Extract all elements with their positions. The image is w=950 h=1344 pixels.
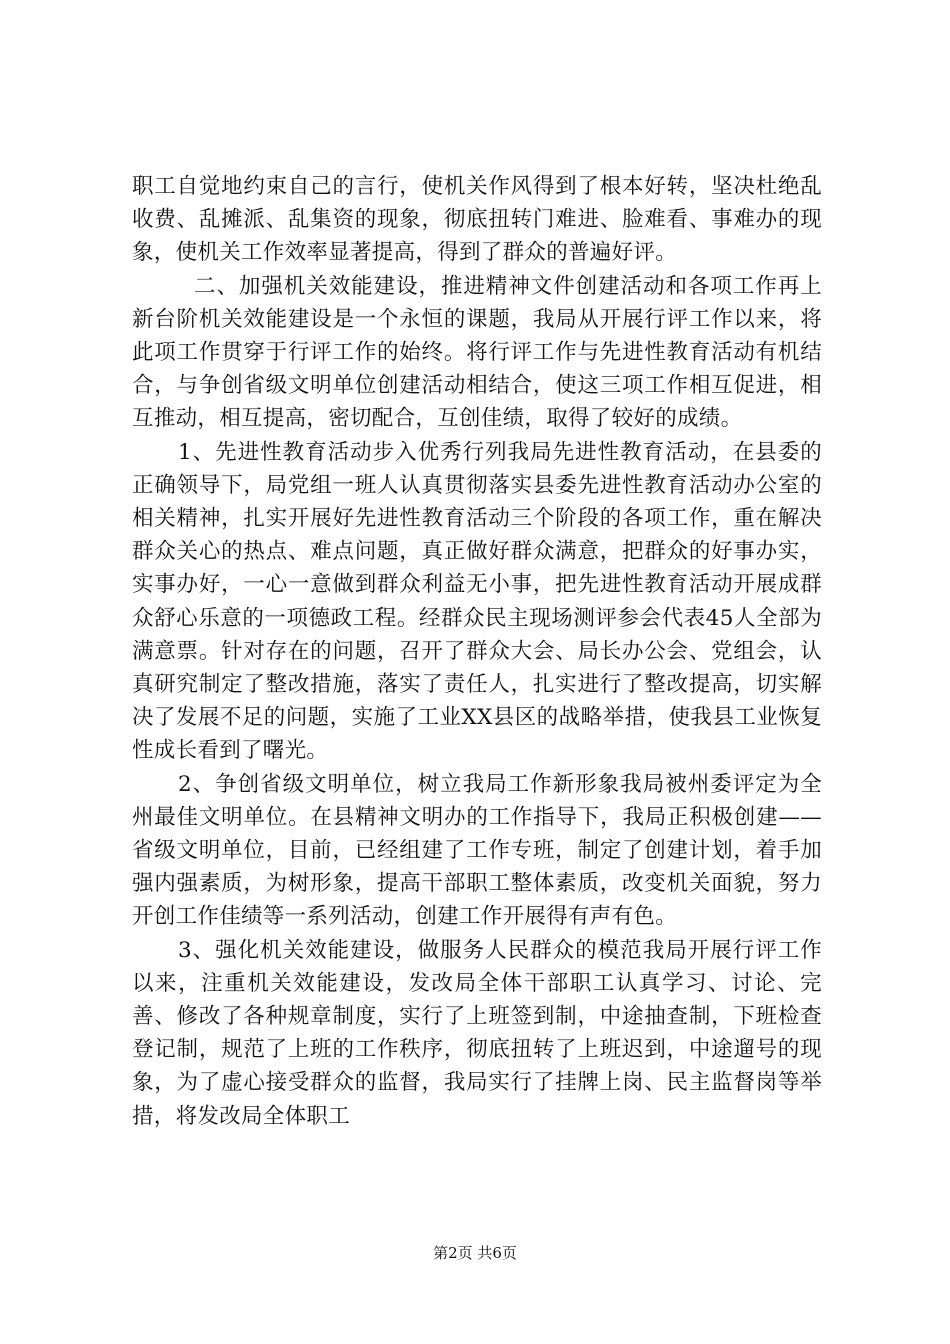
paragraph-continuation: 职工自觉地约束自己的言行，使机关作风得到了根本好转，坚决杜绝乱收费、乱摊派、乱集资的现象，彻底扭转门难进、脸难看、事难办的现象，使机关工作效率显著提高，得到了群众的普遍好评。 bbox=[132, 174, 822, 266]
paragraph-item-one: 1、先进性教育活动步入优秀行列我局先进性教育活动，在县委的正确领导下，局党组一班人认真贯彻落实县委先进性教育活动办公室的相关精神，扎实开展好先进性教育活动三个阶段的各项工作，重在解决群众关心的热点、难点问题，真正做好群众满意，把群众的好事办实，实事办好，一心一意做到群众利益无小事，把先进性教育活动开展成群众舒心乐意的一项德政工程。经群众民主现场测评参会代表45人全部为满意票。针对存在的问题，召开了群众大会、局长办公会、党组会，认真研究制定了整改措施，落实了责任人，扎实进行了整改提高，切实解决了发展不足的问题，实施了工业XX县区的战略举措，使我县工业恢复性成长看到了曙光。 bbox=[132, 439, 822, 764]
paragraph-section-two: 二、加强机关效能建设，推进精神文件创建活动和各项工作再上新台阶机关效能建设是一个永恒的课题，我局从开展行评工作以来，将此项工作贯穿于行评工作的始终。将行评工作与先进性教育活动有机结合，与争创省级文明单位创建活动相结合，使这三项工作相互促进，相互推动，相互提高，密切配合，互创佳绩，取得了较好的成绩。 bbox=[132, 273, 822, 432]
page-number-footer: 第2页 共6页 bbox=[433, 1244, 517, 1262]
paragraph-item-two: 2、争创省级文明单位，树立我局工作新形象我局被州委评定为全州最佳文明单位。在县精神文明办的工作指导下，我局正积极创建——省级文明单位，目前，已经组建了工作专班，制定了创建计划，着手加强内强素质，为树形象，提高干部职工整体素质，改变机关面貌，努力开创工作佳绩等一系列活动，创建工作开展得有声有色。 bbox=[132, 771, 822, 930]
paragraph-item-three: 3、强化机关效能建设，做服务人民群众的模范我局开展行评工作以来，注重机关效能建设，发改局全体干部职工认真学习、讨论、完善、修改了各种规章制度，实行了上班签到制，中途抽查制，下班检查登记制，规范了上班的工作秩序，彻底扭转了上班迟到，中途遛号的现象，为了虚心接受群众的监督，我局实行了挂牌上岗、民主监督岗等举措，将发改局全体职工 bbox=[132, 937, 822, 1129]
document-body bbox=[132, 170, 822, 1133]
